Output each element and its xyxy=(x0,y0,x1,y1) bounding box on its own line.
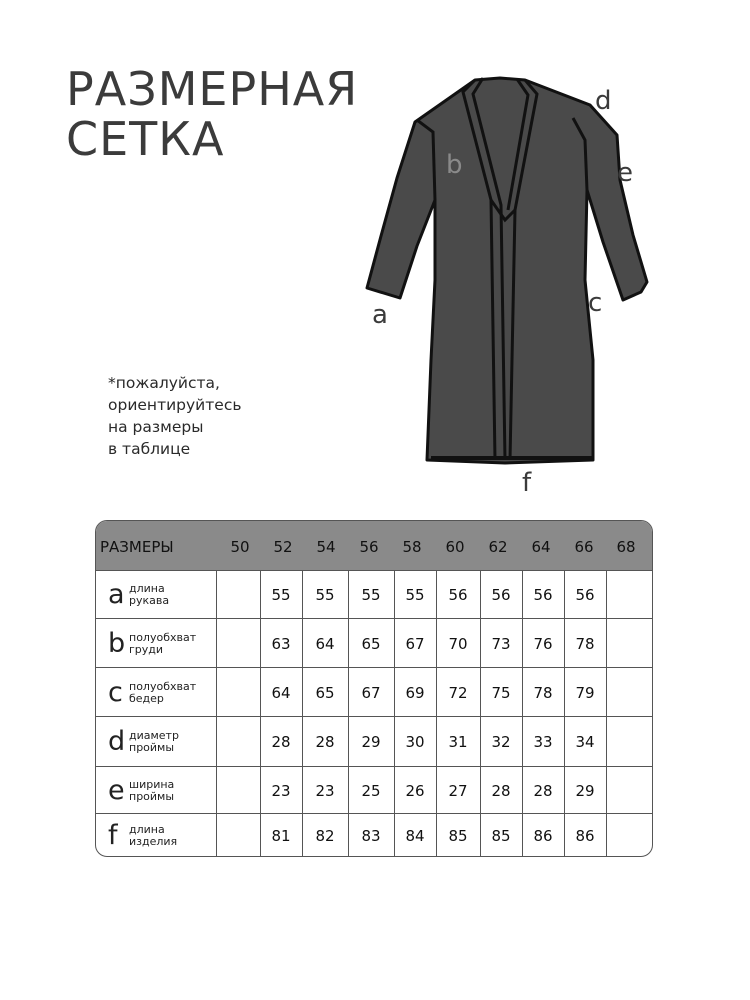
table-cell xyxy=(606,571,652,619)
table-cell: 86 xyxy=(533,826,553,845)
note-line-3: на размеры xyxy=(108,418,204,436)
row-description-line-2: изделия xyxy=(129,834,178,848)
row-description xyxy=(129,681,219,705)
row-letter: e xyxy=(108,774,125,806)
robe-body xyxy=(367,78,647,463)
table-cell: 73 xyxy=(491,634,511,653)
table-cell: 55 xyxy=(361,586,381,604)
row-description-line-2: проймы xyxy=(129,789,175,803)
grid-line xyxy=(480,570,481,856)
table-cell: 85 xyxy=(448,826,468,845)
grid-line xyxy=(302,570,303,856)
row-description xyxy=(129,824,219,848)
measure-label-e: e xyxy=(617,158,633,188)
grid-line xyxy=(606,570,607,856)
size-header-9: 68 xyxy=(616,538,636,556)
row-description-line-1: длина xyxy=(129,582,165,595)
size-header-4: 58 xyxy=(402,538,422,556)
grid-line xyxy=(348,570,349,856)
table-cell: 82 xyxy=(315,826,335,845)
row-letter: c xyxy=(108,676,123,708)
table-cell xyxy=(606,767,652,814)
table-cell: 27 xyxy=(448,781,468,800)
table-cell xyxy=(216,717,260,767)
table-cell: 65 xyxy=(315,683,335,702)
row-letter: d xyxy=(108,725,126,757)
table-cell: 56 xyxy=(448,586,468,604)
grid-line xyxy=(436,570,437,856)
size-header-6: 62 xyxy=(488,538,508,556)
measure-label-c: c xyxy=(588,288,603,318)
table-cell: 23 xyxy=(315,781,335,800)
size-header-3: 56 xyxy=(359,538,379,556)
table-cell xyxy=(216,767,260,814)
row-description-line-1: диаметр xyxy=(129,729,179,742)
table-cell: 56 xyxy=(533,586,553,604)
table-row xyxy=(96,716,652,767)
note-line-1: *пожалуйста, xyxy=(108,374,220,392)
table-cell: 32 xyxy=(491,733,511,751)
row-label xyxy=(96,767,216,814)
note-line-4: в таблице xyxy=(108,440,191,458)
table-cell: 28 xyxy=(533,781,553,800)
table-cell xyxy=(216,571,260,619)
measure-label-f: f xyxy=(522,468,532,498)
table-cell: 85 xyxy=(491,826,511,845)
measure-label-b: b xyxy=(446,150,463,180)
page-title xyxy=(66,64,358,164)
robe-drawing xyxy=(355,60,655,510)
note-line-2: ориентируйтесь xyxy=(108,396,242,414)
sizing-note xyxy=(108,372,241,460)
table-cell: 86 xyxy=(575,826,595,845)
row-description xyxy=(129,632,219,656)
size-header-0: 50 xyxy=(230,538,250,556)
table-cell xyxy=(606,717,652,767)
size-header-8: 66 xyxy=(574,538,594,556)
table-cell: 28 xyxy=(271,733,291,751)
table-cell: 55 xyxy=(271,586,291,604)
grid-line xyxy=(260,570,261,856)
table-row xyxy=(96,570,652,619)
grid-line xyxy=(564,570,565,856)
size-header-7: 64 xyxy=(531,538,551,556)
table-cell: 23 xyxy=(271,781,291,800)
header-label: РАЗМЕРЫ xyxy=(100,538,174,556)
row-description xyxy=(129,730,219,754)
table-cell: 65 xyxy=(361,634,381,653)
size-header-2: 54 xyxy=(316,538,336,556)
title-line-1: РАЗМЕРНАЯ xyxy=(66,62,359,116)
row-description-line-1: ширина xyxy=(129,777,175,791)
table-cell: 25 xyxy=(361,781,381,800)
table-cell: 70 xyxy=(448,634,468,653)
row-label xyxy=(96,571,216,619)
row-description-line-2: проймы xyxy=(129,741,175,754)
table-cell: 81 xyxy=(271,826,291,845)
row-description-line-1: длина xyxy=(129,822,165,836)
table-cell: 64 xyxy=(271,683,291,702)
table-cell: 28 xyxy=(491,781,511,800)
table-cell: 55 xyxy=(405,586,425,604)
table-cell: 28 xyxy=(315,733,335,751)
title-line-2: СЕТКА xyxy=(66,112,225,166)
size-header-1: 52 xyxy=(273,538,293,556)
row-label xyxy=(96,619,216,668)
table-cell: 75 xyxy=(491,683,511,702)
grid-line xyxy=(394,570,395,856)
table-cell: 78 xyxy=(575,634,595,653)
row-letter: f xyxy=(108,819,118,851)
table-cell xyxy=(606,619,652,668)
table-cell: 69 xyxy=(405,683,425,702)
table-cell xyxy=(606,668,652,717)
table-cell: 33 xyxy=(533,733,553,751)
table-cell: 29 xyxy=(361,733,381,751)
table-cell: 56 xyxy=(575,586,595,604)
row-label xyxy=(96,668,216,717)
table-cell: 76 xyxy=(533,634,553,653)
table-cell: 31 xyxy=(448,733,468,751)
row-description xyxy=(129,583,219,607)
table-cell: 78 xyxy=(533,683,553,702)
table-row xyxy=(96,813,652,857)
size-table-header xyxy=(96,521,652,570)
grid-line xyxy=(216,570,217,856)
table-row xyxy=(96,667,652,717)
robe-illustration xyxy=(355,60,655,510)
row-letter: b xyxy=(108,627,126,659)
table-cell: 55 xyxy=(315,586,335,604)
row-label xyxy=(96,814,216,857)
table-cell: 29 xyxy=(575,781,595,800)
row-description xyxy=(129,779,219,803)
row-description-line-1: полуобхват xyxy=(129,679,197,693)
table-cell: 30 xyxy=(405,733,425,751)
row-description-line-1: полуобхват xyxy=(129,630,197,644)
table-cell xyxy=(216,668,260,717)
table-cell: 72 xyxy=(448,683,468,702)
table-row xyxy=(96,766,652,814)
row-letter: a xyxy=(108,578,125,610)
size-table xyxy=(95,520,653,857)
measure-label-a: a xyxy=(372,300,388,330)
table-cell xyxy=(606,814,652,857)
row-description-line-2: бедер xyxy=(129,691,164,705)
grid-line xyxy=(522,570,523,856)
table-cell: 67 xyxy=(405,634,425,653)
table-cell: 56 xyxy=(491,586,511,604)
table-cell: 26 xyxy=(405,781,425,800)
table-cell: 63 xyxy=(271,634,291,653)
row-label xyxy=(96,717,216,767)
row-description-line-2: груди xyxy=(129,642,164,656)
table-cell: 34 xyxy=(575,733,595,751)
table-cell xyxy=(216,814,260,857)
table-row xyxy=(96,618,652,668)
table-cell: 79 xyxy=(575,683,595,702)
size-header-5: 60 xyxy=(445,538,465,556)
row-description-line-2: рукава xyxy=(129,594,170,607)
table-cell: 83 xyxy=(361,826,381,845)
measure-label-d: d xyxy=(595,86,612,116)
table-cell: 84 xyxy=(405,826,425,845)
table-cell xyxy=(216,619,260,668)
table-cell: 67 xyxy=(361,683,381,702)
table-cell: 64 xyxy=(315,634,335,653)
